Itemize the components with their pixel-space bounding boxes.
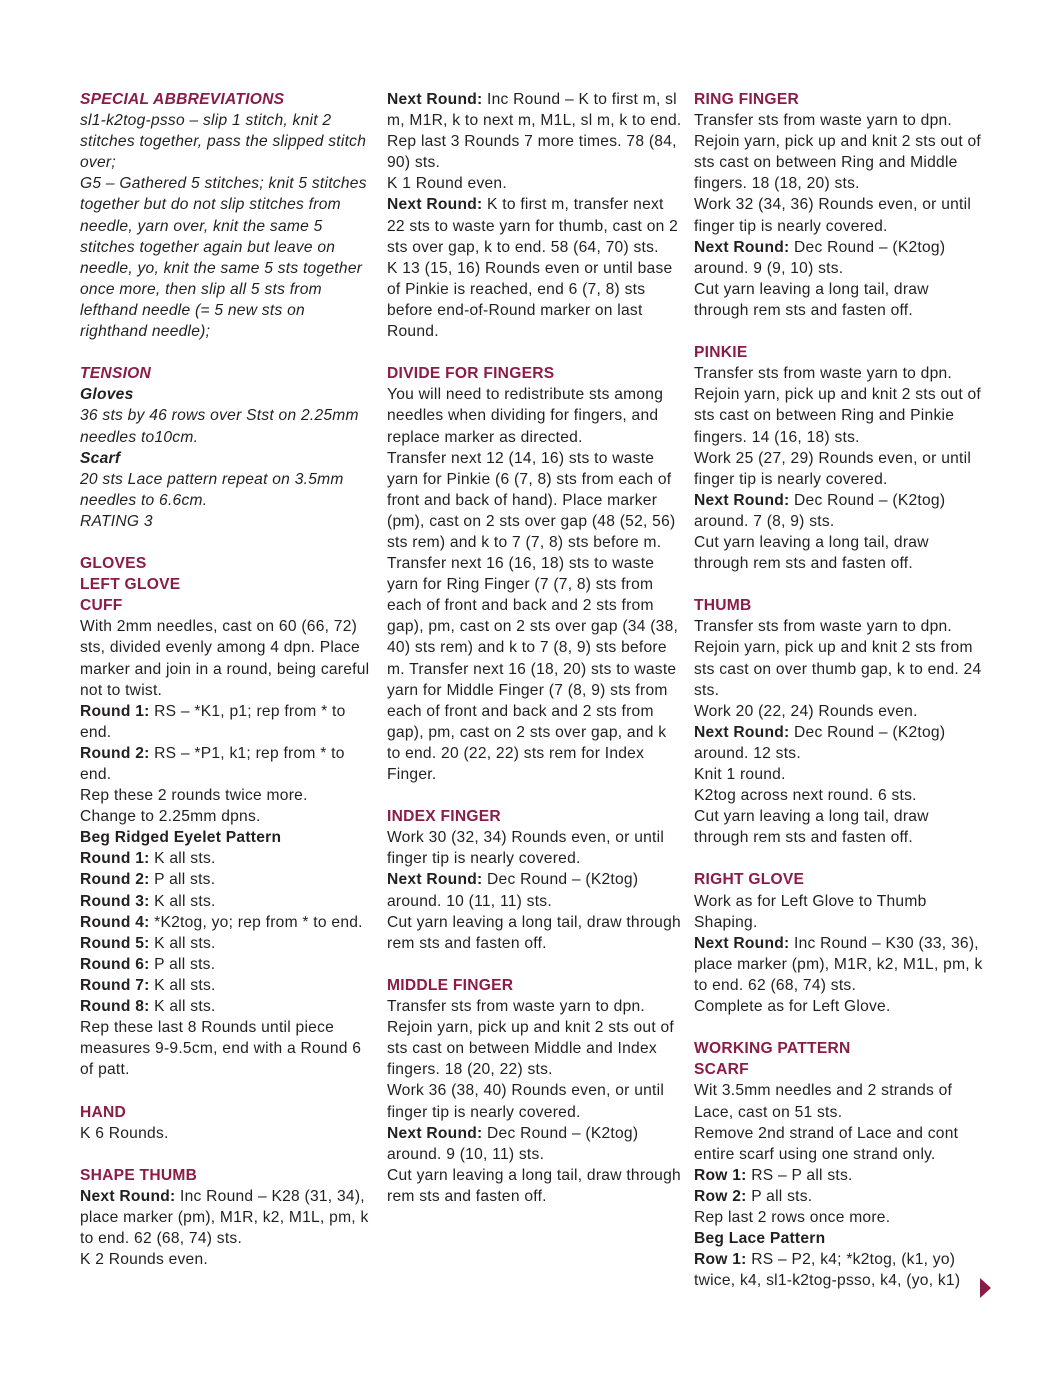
instruction-line — [387, 258, 682, 342]
instruction-text: Cut yarn leaving a long tail, draw through rem sts and fasten off. — [694, 533, 929, 573]
instruction-text: RATING 3 — [80, 512, 153, 530]
instruction-line — [694, 194, 984, 236]
column-1 — [80, 89, 375, 1270]
instruction-line — [694, 764, 984, 785]
section — [387, 806, 682, 954]
instruction-text: K all sts. — [149, 998, 216, 1016]
section-heading: THUMB — [694, 597, 752, 615]
instruction-text: RS – P2, k4; *k2tog, (k1, yo) twice, k4, sl1-k2tog-psso, k4, (yo, k1) — [694, 1251, 961, 1290]
instruction-line — [387, 194, 682, 257]
instruction-label: Next Round: — [387, 196, 483, 214]
instruction-text: Transfer sts from waste yarn to dpn. Rejoin yarn, pick up and knit 2 sts from sts cast on over thumb gap, k to end. 24 sts. — [694, 618, 982, 699]
instruction-label: Round 3: — [80, 892, 150, 910]
instruction-text: Rep these last 8 Rounds until piece measures 9-9.5cm, end with a Round 6 of patt. — [80, 1019, 362, 1079]
instruction-line — [80, 1249, 375, 1270]
instruction-line — [694, 785, 984, 806]
instruction-text: Cut yarn leaving a long tail, draw through rem sts and fasten off. — [387, 1166, 681, 1205]
instruction-text: Work 20 (22, 24) Rounds even. — [694, 702, 918, 720]
instruction-label: Beg Ridged Eyelet Pattern — [80, 829, 282, 847]
instruction-text: K 1 Round even. — [387, 175, 507, 193]
instruction-line — [80, 511, 375, 532]
instruction-label: Round 2: — [80, 744, 150, 762]
instruction-text: Work as for Left Glove to Thumb Shaping. — [694, 892, 927, 931]
instruction-text: *K2tog, yo; rep from * to end. — [149, 913, 363, 931]
instruction-text: Dec Round – (K2tog) around. 12 sts. — [694, 723, 946, 762]
section — [387, 89, 682, 342]
instruction-text: Dec Round – (K2tog) around. 9 (10, 11) sts. — [387, 1124, 639, 1163]
instruction-line — [387, 173, 682, 194]
instruction-line — [80, 912, 375, 933]
instruction-text: Complete as for Left Glove. — [694, 998, 891, 1016]
instruction-text: P all sts. — [746, 1187, 813, 1205]
instruction-line — [387, 131, 682, 173]
instruction-label: Round 1: — [80, 702, 150, 720]
instruction-text: 20 sts Lace pattern repeat on 3.5mm needles to 6.6cm. — [80, 470, 344, 509]
instruction-text: RS – *P1, k1; rep from * to end. — [80, 744, 345, 783]
instruction-line — [694, 490, 984, 532]
instruction-text: Dec Round – (K2tog) around. 7 (8, 9) sts. — [694, 491, 946, 530]
instruction-line — [80, 405, 375, 447]
instruction-line — [387, 869, 682, 911]
instruction-text: K all sts. — [149, 850, 216, 868]
instruction-label: Next Round: — [694, 934, 790, 952]
section-heading: CUFF — [80, 597, 123, 615]
instruction-text: Remove 2nd strand of Lace and cont entire scarf using one strand only. — [694, 1124, 959, 1163]
instruction-text: Transfer sts from waste yarn to dpn. Rejoin yarn, pick up and knit 2 sts out of sts cast on between Ring and Middle fingers. 18 (18, 20) sts. — [694, 112, 982, 193]
section-heading: PINKIE — [694, 344, 748, 362]
instruction-text: Transfer next 12 (14, 16) sts to waste yarn for Pinkie (6 (7, 8) sts from each of front and back of hand). Place marker (pm), cast on 2 sts over gap (48 (52, 56) sts rem) and k to 7 (7, 8) sts before m. Transfer next 16 (16, 18) sts to waste yarn for Ring Finger (7 (7, 8) sts from each of front and back and 2 sts from gap), pm, cast on 2 sts over gap (34 (38, 40) sts rem) and k to 7 (8, 9) sts before m. Transfer next 16 (18, 20) sts to waste yarn for Middle Finger (7 (8, 9) sts from each of front and back and 2 sts from gap), pm, cast on 2 sts over gap, and k to end. 20 (22, 22) sts rem for Index Finger. — [387, 449, 679, 783]
instruction-text: RS – P all sts. — [746, 1166, 853, 1184]
instruction-label: Round 7: — [80, 976, 150, 994]
instruction-text: 36 sts by 46 rows over Stst on 2.25mm needles to10cm. — [80, 407, 359, 446]
instruction-text: G5 – Gathered 5 stitches; knit 5 stitches together but do not slip stitches from needle, yarn over, knit the same 5 stitches together again but leave on needle, yo, knit the same 5 sts together once more, then slip all 5 sts from lefthand needle (= 5 new sts on righthand needle); — [80, 175, 367, 341]
instruction-line — [387, 996, 682, 1080]
instruction-line — [387, 912, 682, 954]
instruction-text: Change to 2.25mm dpns. — [80, 808, 261, 826]
instruction-text: Wit 3.5mm needles and 2 strands of Lace, cast on 51 sts. — [694, 1082, 953, 1121]
instruction-label: Next Round: — [694, 238, 790, 256]
instruction-label: Round 6: — [80, 955, 150, 973]
instruction-label: Row 2: — [694, 1187, 747, 1205]
instruction-line — [80, 827, 375, 848]
instruction-line — [387, 1123, 682, 1165]
instruction-line — [80, 1017, 375, 1080]
instruction-line — [80, 701, 375, 743]
continue-arrow-icon — [980, 1278, 991, 1298]
instruction-text: With 2mm needles, cast on 60 (66, 72) sts, divided evenly among 4 dpn. Place marker and join in a round, being careful not to twist. — [80, 618, 370, 699]
instruction-line — [387, 827, 682, 869]
instruction-text: Knit 1 round. — [694, 766, 786, 783]
instruction-line — [694, 1186, 984, 1207]
instruction-line — [387, 1080, 682, 1122]
instruction-text: K 13 (15, 16) Rounds even or until base of Pinkie is reached, end 6 (7, 8) sts before end-of-Round marker on last Round. — [387, 259, 673, 341]
instruction-text: Inc Round – K to first m, sl m, M1R, k to next m, M1L, sl m, k to end. — [387, 91, 682, 130]
instruction-line — [694, 891, 984, 933]
instruction-line — [80, 975, 375, 996]
instruction-line — [694, 110, 984, 194]
instruction-line — [694, 722, 984, 764]
instruction-line — [694, 532, 984, 574]
section-heading: SHAPE THUMB — [80, 1166, 198, 1184]
section-heading: GLOVES — [80, 555, 147, 573]
instruction-line — [80, 785, 375, 806]
instruction-text: Work 30 (32, 34) Rounds even, or until finger tip is nearly covered. — [387, 829, 665, 868]
instruction-text: Cut yarn leaving a long tail, draw through rem sts and fasten off. — [694, 280, 929, 319]
instruction-label: Row 1: — [694, 1166, 747, 1184]
section — [387, 363, 682, 785]
instruction-line — [694, 1228, 984, 1249]
instruction-line — [694, 1207, 984, 1228]
instruction-text: P all sts. — [149, 955, 216, 973]
instruction-line — [80, 933, 375, 954]
instruction-line — [80, 384, 375, 405]
instruction-text: K2tog across next round. 6 sts. — [694, 787, 917, 805]
instruction-line — [80, 469, 375, 511]
instruction-line — [694, 1123, 984, 1165]
section — [80, 1165, 375, 1270]
instruction-text: Transfer sts from waste yarn to dpn. Rejoin yarn, pick up and knit 2 sts out of sts cast on between Middle and Index fingers. 18 (20, 22) sts. — [387, 998, 675, 1079]
instruction-line — [80, 869, 375, 890]
section — [80, 89, 375, 342]
instruction-line — [387, 448, 682, 786]
instruction-line — [80, 848, 375, 869]
instruction-label: Next Round: — [694, 723, 790, 741]
instruction-line — [694, 1249, 984, 1291]
instruction-label: Beg Lace Pattern — [694, 1230, 826, 1248]
instruction-line — [694, 279, 984, 321]
instruction-text: K all sts. — [149, 976, 216, 994]
instruction-line — [694, 996, 984, 1017]
instruction-label: Round 4: — [80, 913, 150, 931]
instruction-text: Rep last 2 rows once more. — [694, 1208, 891, 1226]
instruction-text: Cut yarn leaving a long tail, draw through rem sts and fasten off. — [387, 913, 681, 952]
instruction-text: Dec Round – (K2tog) around. 9 (9, 10) sts. — [694, 238, 946, 277]
instruction-text: P all sts. — [149, 871, 216, 889]
instruction-text: Inc Round – K28 (31, 34), place marker (pm), M1R, k2, M1L, pm, k to end. 62 (68, 74) sts. — [80, 1187, 369, 1248]
section-heading: RING FINGER — [694, 91, 799, 108]
instruction-line — [80, 996, 375, 1017]
instruction-text: Rep last 3 Rounds 7 more times. 78 (84, 90) sts. — [387, 133, 677, 172]
instruction-label: Next Round: — [387, 1124, 483, 1142]
section — [80, 553, 375, 574]
section — [80, 574, 375, 595]
instruction-text: Work 32 (34, 36) Rounds even, or until finger tip is nearly covered. — [694, 196, 972, 235]
instruction-text: Transfer sts from waste yarn to dpn. Rejoin yarn, pick up and knit 2 sts out of sts cast on between Ring and Pinkie fingers. 14 (16, 18) sts. — [694, 365, 982, 446]
instruction-text: Work 25 (27, 29) Rounds even, or until finger tip is nearly covered. — [694, 449, 972, 488]
instruction-line — [80, 616, 375, 700]
instruction-label: Row 1: — [694, 1251, 747, 1269]
instruction-line — [694, 1080, 984, 1122]
section-heading: DIVIDE FOR FINGERS — [387, 365, 555, 383]
section-heading: TENSION — [80, 365, 152, 383]
column-2 — [387, 89, 682, 1207]
instruction-line — [694, 806, 984, 848]
section-heading: WORKING PATTERN — [694, 1040, 851, 1058]
instruction-line — [80, 743, 375, 785]
section — [80, 595, 375, 1080]
instruction-label: Next Round: — [694, 491, 790, 509]
section — [80, 363, 375, 532]
section — [387, 975, 682, 1207]
instruction-label: Round 5: — [80, 934, 150, 952]
column-3 — [694, 89, 984, 1291]
instruction-line — [694, 237, 984, 279]
instruction-label: Round 1: — [80, 850, 150, 868]
instruction-text: Scarf — [80, 449, 121, 467]
instruction-line — [694, 1165, 984, 1186]
instruction-line — [694, 933, 984, 996]
section — [694, 595, 984, 848]
instruction-text: K all sts. — [149, 934, 216, 952]
instruction-line — [80, 954, 375, 975]
section-heading: HAND — [80, 1103, 127, 1121]
instruction-text: K 6 Rounds. — [80, 1124, 169, 1142]
section — [694, 1038, 984, 1059]
instruction-text: You will need to redistribute sts among needles when dividing for fingers, and replace marker as directed. — [387, 386, 664, 446]
instruction-text: K 2 Rounds even. — [80, 1251, 208, 1269]
instruction-text: Rep these 2 rounds twice more. — [80, 787, 308, 805]
instruction-line — [80, 1123, 375, 1144]
instruction-text: K to first m, transfer next 22 sts to waste yarn for thumb, cast on 2 sts over gap, k to end. 58 (64, 70) sts. — [387, 196, 679, 256]
instruction-line — [80, 1186, 375, 1249]
section — [694, 89, 984, 321]
instruction-text: Cut yarn leaving a long tail, draw through rem sts and fasten off. — [694, 808, 929, 847]
instruction-line — [387, 89, 682, 131]
section — [694, 869, 984, 1017]
instruction-line — [387, 384, 682, 447]
instruction-line — [80, 173, 375, 342]
instruction-text: Inc Round – K30 (33, 36), place marker (pm), M1R, k2, M1L, pm, k to end. 62 (68, 74) sts. — [694, 934, 983, 994]
instruction-text: RS – *K1, p1; rep from * to end. — [80, 702, 346, 741]
section-heading: RIGHT GLOVE — [694, 871, 805, 889]
instruction-label: Round 8: — [80, 998, 150, 1016]
instruction-text: sl1-k2tog-psso – slip 1 stitch, knit 2 stitches together, pass the slipped stitch over; — [80, 112, 367, 172]
instruction-text: Work 36 (38, 40) Rounds even, or until finger tip is nearly covered. — [387, 1082, 665, 1121]
instruction-text: Dec Round – (K2tog) around. 10 (11, 11) sts. — [387, 871, 639, 910]
instruction-line — [694, 701, 984, 722]
instruction-label: Round 2: — [80, 871, 150, 889]
instruction-label: Next Round: — [387, 91, 483, 108]
instruction-line — [387, 1165, 682, 1207]
section — [694, 1059, 984, 1291]
instruction-label: Next Round: — [387, 871, 483, 889]
instruction-line — [80, 448, 375, 469]
section-heading: MIDDLE FINGER — [387, 976, 514, 994]
instruction-line — [694, 616, 984, 700]
instruction-line — [694, 448, 984, 490]
instruction-text: Gloves — [80, 386, 134, 404]
instruction-line — [80, 891, 375, 912]
instruction-text: K all sts. — [149, 892, 216, 910]
section-heading: SCARF — [694, 1061, 749, 1079]
section-heading: INDEX FINGER — [387, 808, 501, 826]
section-heading: SPECIAL ABBREVIATIONS — [80, 91, 285, 108]
instruction-line — [80, 110, 375, 173]
instruction-line — [80, 806, 375, 827]
section — [694, 342, 984, 574]
instruction-label: Next Round: — [80, 1187, 176, 1205]
section — [80, 1102, 375, 1144]
section-heading: LEFT GLOVE — [80, 576, 181, 594]
instruction-line — [694, 363, 984, 447]
